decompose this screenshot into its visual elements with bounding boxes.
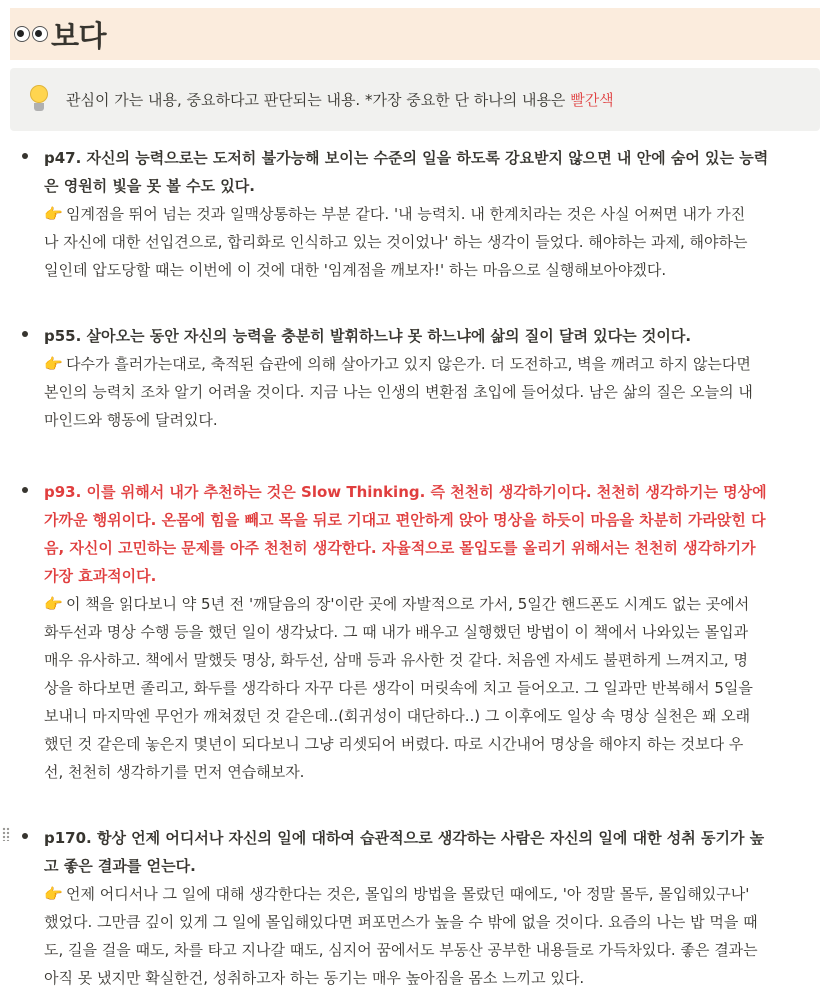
quote-line: p170. 항상 언제 어디서나 자신의 일에 대하여 습관적으로 생각하는 사람은 자신의 일에 대한 성취 동기가 높: [44, 829, 765, 847]
hand-pointing-right-icon: 👉: [44, 355, 63, 373]
hand-pointing-right-icon: 👉: [44, 885, 63, 903]
list-item[interactable]: [0, 322, 814, 434]
note-line: 도, 길을 걸을 때도, 차를 타고 지나갈 때도, 심지어 꿈에서도 부동산 공부한 내용들로 가득차있다. 좋은 결과는: [44, 941, 758, 959]
note-line: 일인데 압도당할 때는 이번에 이 것에 대한 '임계점을 깨보자!' 하는 마음으로 실행해보아야겠다.: [44, 261, 667, 279]
eyes-emoji-icon: [14, 26, 48, 42]
note-line: 선, 천천히 생각하기를 먼저 연습해보자.: [44, 763, 305, 781]
note-line: 상을 하다보면 졸리고, 화두를 생각하다 자꾸 다른 생각이 머릿속에 치고 들어오고. 그 일과만 반복해서 5일을: [44, 679, 753, 697]
drag-handle-icon[interactable]: [2, 827, 10, 841]
note-line: 화두선과 명상 수행 등을 했던 일이 생각났다. 그 때 내가 배우고 실행했던 방법이 이 책에서 나와있는 몰입과: [44, 623, 749, 641]
quote-line: p55. 살아오는 동안 자신의 능력을 충분히 발휘하느냐 못 하느냐에 삶의 질이 달려 있다는 것이다.: [44, 327, 692, 345]
note-line: 했었다. 그만큼 깊이 있게 그 일에 몰입해있다면 퍼포먼스가 높을 수 밖에 없을 것이다. 요즘의 나는 밥 먹을 때: [44, 913, 758, 931]
important-quote-line: 가장 효과적이다.: [44, 567, 157, 585]
hand-pointing-right-icon: 👉: [44, 595, 63, 613]
list-item[interactable]: [0, 478, 814, 786]
note-line: 이 책을 읽다보니 약 5년 전 '깨달음의 장'이란 곳에 자발적으로 가서, 5일간 핸드폰도 시계도 없는 곳에서: [66, 595, 750, 613]
callout-text[interactable]: 관심이 가는 내용, 중요하다고 판단되는 내용. *가장 중요한 단 하나의 내용은 빨간색: [66, 91, 614, 109]
note-line: 마인드와 행동에 달려있다.: [44, 411, 218, 429]
list-item[interactable]: [0, 824, 814, 992]
note-line: 아직 못 냈지만 확실한건, 성취하고자 하는 동기는 매우 높아짐을 몸소 느끼고 있다.: [44, 969, 585, 987]
callout-highlight: 빨간색: [570, 91, 614, 109]
list-item[interactable]: [0, 144, 814, 284]
important-quote-line: p93. 이를 위해서 내가 추천하는 것은 Slow Thinking. 즉 천천히 생각하기이다. 천천히 생각하기는 명상에: [44, 483, 767, 501]
note-line: 보내니 마지막엔 무언가 깨쳐졌던 것 같은데..(회귀성이 대단하다..) 그 이후에도 일상 속 명상 실천은 꽤 오래: [44, 707, 751, 725]
bullet-icon: [22, 833, 28, 839]
quote-line: 고 좋은 결과를 얻는다.: [44, 857, 196, 875]
page-header: [10, 8, 820, 60]
note-line: 본인의 능력치 조차 알기 어려울 것이다. 지금 나는 인생의 변환점 초입에 들어섰다. 남은 삶의 질은 오늘의 내: [44, 383, 753, 401]
callout[interactable]: [10, 68, 820, 131]
page-title[interactable]: 보다: [51, 18, 107, 53]
important-quote-line: 음, 자신이 고민하는 문제를 아주 천천히 생각한다. 자율적으로 몰입도를 올리기 위해서는 천천히 생각하기가: [44, 539, 756, 557]
note-line: 했던 것 같은데 놓은지 몇년이 되다보니 그냥 리셋되어 버렸다. 따로 시간내어 명상을 해야지 하는 것보다 우: [44, 735, 744, 753]
hand-pointing-right-icon: 👉: [44, 205, 63, 223]
bullet-icon: [22, 153, 28, 159]
important-quote-line: 가까운 행위이다. 온몸에 힘을 빼고 목을 뒤로 기대고 편안하게 앉아 명상을 하듯이 마음을 차분히 가라앉힌 다: [44, 511, 766, 529]
lightbulb-icon[interactable]: [28, 85, 50, 115]
note-line: 매우 유사하고. 책에서 말했듯 명상, 화두선, 삼매 등과 유사한 것 같다. 처음엔 자세도 불편하게 느껴지고, 명: [44, 651, 748, 669]
quote-line: p47. 자신의 능력으로는 도저히 불가능해 보이는 수준의 일을 하도록 강요받지 않으면 내 안에 숨어 있는 능력: [44, 149, 769, 167]
bullet-icon: [22, 331, 28, 337]
note-line: 다수가 흘러가는대로, 축적된 습관에 의해 살아가고 있지 않은가. 더 도전하고, 벽을 깨려고 하지 않는다면: [66, 355, 751, 373]
quote-line: 은 영원히 빛을 못 볼 수도 있다.: [44, 177, 255, 195]
note-line: 언제 어디서나 그 일에 대해 생각한다는 것은, 몰입의 방법을 몰랐던 때에도, '아 정말 몰두, 몰입해있구나': [66, 885, 750, 903]
note-line: 임계점을 뛰어 넘는 것과 일맥상통하는 부분 같다. '내 능력치. 내 한계치라는 것은 사실 어쩌면 내가 가진: [66, 205, 746, 223]
bullet-icon: [22, 487, 28, 493]
note-line: 나 자신에 대한 선입견으로, 합리화로 인식하고 있는 것이었나' 하는 생각이 들었다. 해야하는 과제, 해야하는: [44, 233, 748, 251]
